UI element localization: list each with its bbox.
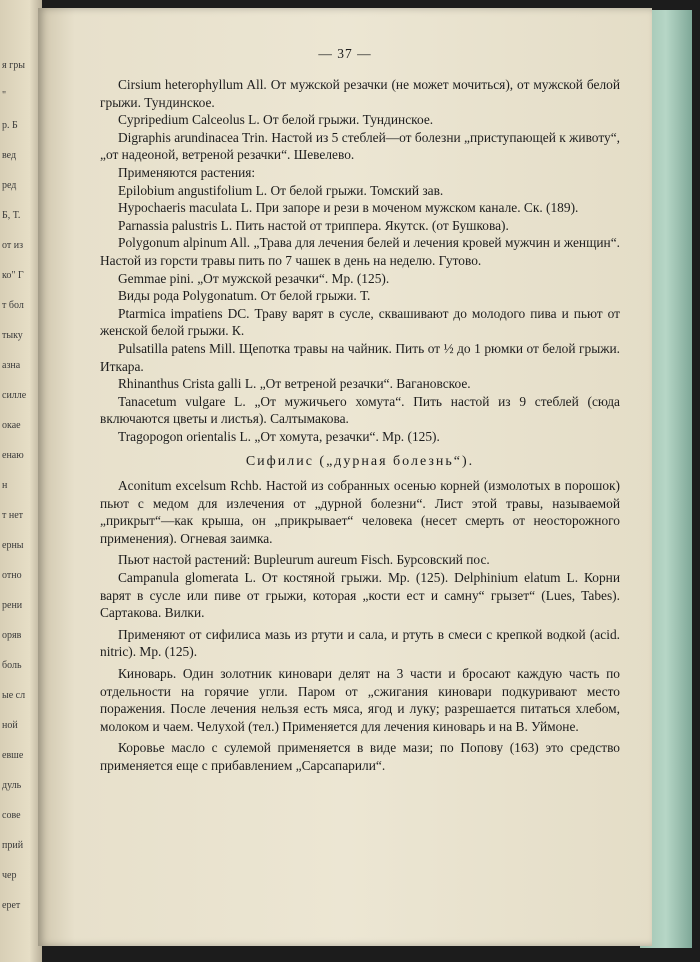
margin-fragment: я гры [2, 60, 25, 71]
margin-fragment: сове [2, 810, 21, 821]
entry: Pulsatilla patens Mill. Щепотка травы на чайник. Пить от ½ до 1 рюмки от белой грыжи. Иткара. [100, 340, 620, 374]
margin-fragment: евше [2, 750, 24, 761]
margin-fragment: прий [2, 840, 24, 851]
entry: Digraphis arundinacea Trin. Настой из 5 стеблей—от болезни „приступающей к животу“, „от надеоной, ветреной резачки“. Шевелево. [100, 129, 620, 163]
entry: Parnassia palustris L. Пить настой от триппера. Якутск. (от Бушкова). [118, 217, 509, 233]
page-content [100, 76, 620, 775]
margin-fragment: енаю [2, 450, 24, 461]
margin-fragment: отно [2, 570, 22, 581]
entries-part2 [100, 182, 620, 446]
entry: Polygonum alpinum All. „Трава для лечения белей и лечения кровей мужчин и женщин“. Настой из горсти травы пить по 7 чашек в день на неделю. Гутово. [100, 235, 620, 268]
entry: Rhinanthus Crista galli L. „От ветреной резачки“. Вагановское. [118, 376, 471, 392]
entries-part1 [100, 76, 620, 164]
margin-fragment: т нет [2, 510, 24, 521]
entry: Ptarmica impatiens DC. Траву варят в сусле, сквашивают до молодого пива и пьют от женской белой грыжи. К. [100, 305, 620, 339]
margin-fragment: Б, Т. [2, 210, 21, 221]
entry: Tanacetum vulgare L. „От мужичьего хомута“. Пить настой из 9 стеблей (сюда включаются цветы и листья). Салтымакова. [100, 393, 620, 427]
previous-page-margin [0, 0, 42, 962]
paragraph: Коровье масло с сулемой применяется в виде мази; по Попову (163) это средство применяется еще с прибавлением „Сарсапарили“. [100, 740, 620, 773]
margin-fragment: р. Б [2, 120, 18, 131]
entry: Gemmae pini. „От мужской резачки“. Мр. (125). [118, 270, 390, 286]
paragraph: Пьют настой растений: Bupleurum aureum Fisch. Бурсовский пос. [118, 552, 490, 568]
margin-fragment: дуль [2, 780, 22, 791]
margin-fragment: ко" Г [2, 270, 24, 281]
margin-fragment: ной [2, 720, 18, 731]
margin-fragment: н [2, 480, 8, 491]
book-page [38, 8, 652, 946]
margin-fragment: силле [2, 390, 27, 401]
page-number: — 37 — [318, 46, 372, 61]
margin-fragment: боль [2, 660, 22, 671]
entry: Epilobium angustifolium L. От белой грыжи. Томский зав. [118, 182, 444, 198]
applied-header: Применяются растения: [118, 164, 256, 180]
margin-fragment: чер [2, 870, 17, 881]
margin-fragment: азна [2, 360, 21, 371]
margin-fragment: оряв [2, 630, 22, 641]
paragraph: Киноварь. Один золотник киновари делят на 3 части и бросают каждую часть по отдельности на горячие угли. Паром от „сжигания киновари подкуривают место поражения. После лечения нельзя есть мяса, ягод и луку; разрешается питаться хлебом, молоком и чаем. Челухой (тел.) Применяется для лечения киноварь и на В. Уймоне. [100, 666, 620, 734]
entry: Cirsium heterophyllum All. От мужской резачки (не может мочиться), от мужской белой грыжи. Тундинское. [100, 77, 620, 110]
margin-fragment: ред [2, 180, 17, 191]
margin-fragment: от из [2, 240, 24, 251]
entry: Виды рода Polygonatum. От белой грыжи. Т. [118, 288, 371, 304]
margin-fragment: ые сл [2, 690, 26, 701]
syphilis-section [100, 477, 620, 775]
margin-fragment: вед [2, 150, 17, 161]
entry: Hypochaeris maculata L. При запоре и рези в моченом мужском канале. Ск. (189). [118, 200, 579, 216]
section-title: Сифилис („дурная болезнь“). [245, 454, 475, 470]
entry: Tragopogon orientalis L. „От хомута, резачки“. Мр. (125). [118, 428, 440, 444]
margin-fragment: окае [2, 420, 21, 431]
margin-fragment: рени [2, 600, 23, 611]
paragraph: Aconitum excelsum Rchb. Настой из собранных осенью корней (измолотых в порошок) пьют с медом для излечения от „дурной болезни“. Лист этой травы, называемой „прикрыт“—как крыша, он „прикрывает“ человека (несет смерть от неосторожного применения). Огневая заимка. [100, 478, 620, 546]
entry: Cypripedium Calceolus L. От белой грыжи. Тундинское. [118, 112, 434, 128]
margin-fragment: " [2, 90, 7, 101]
paragraph: Campanula glomerata L. От костяной грыжи. Мр. (125). Delphinium elatum L. Корни варят в сусле или пиве от грыжи, которая „кости ест и самну“ грызет“ (Lues, Tabes). Сартакова. Вилки. [100, 570, 620, 621]
margin-fragment: тыку [2, 330, 23, 341]
margin-fragment: ерны [2, 540, 24, 551]
paragraph: Применяют от сифилиса мазь из ртути и сала, и ртуть в смеси с крепкой водкой (acid. nitric). Мр. (125). [100, 626, 620, 660]
margin-fragment: т бол [2, 300, 24, 311]
margin-fragment: ерет [2, 900, 21, 911]
